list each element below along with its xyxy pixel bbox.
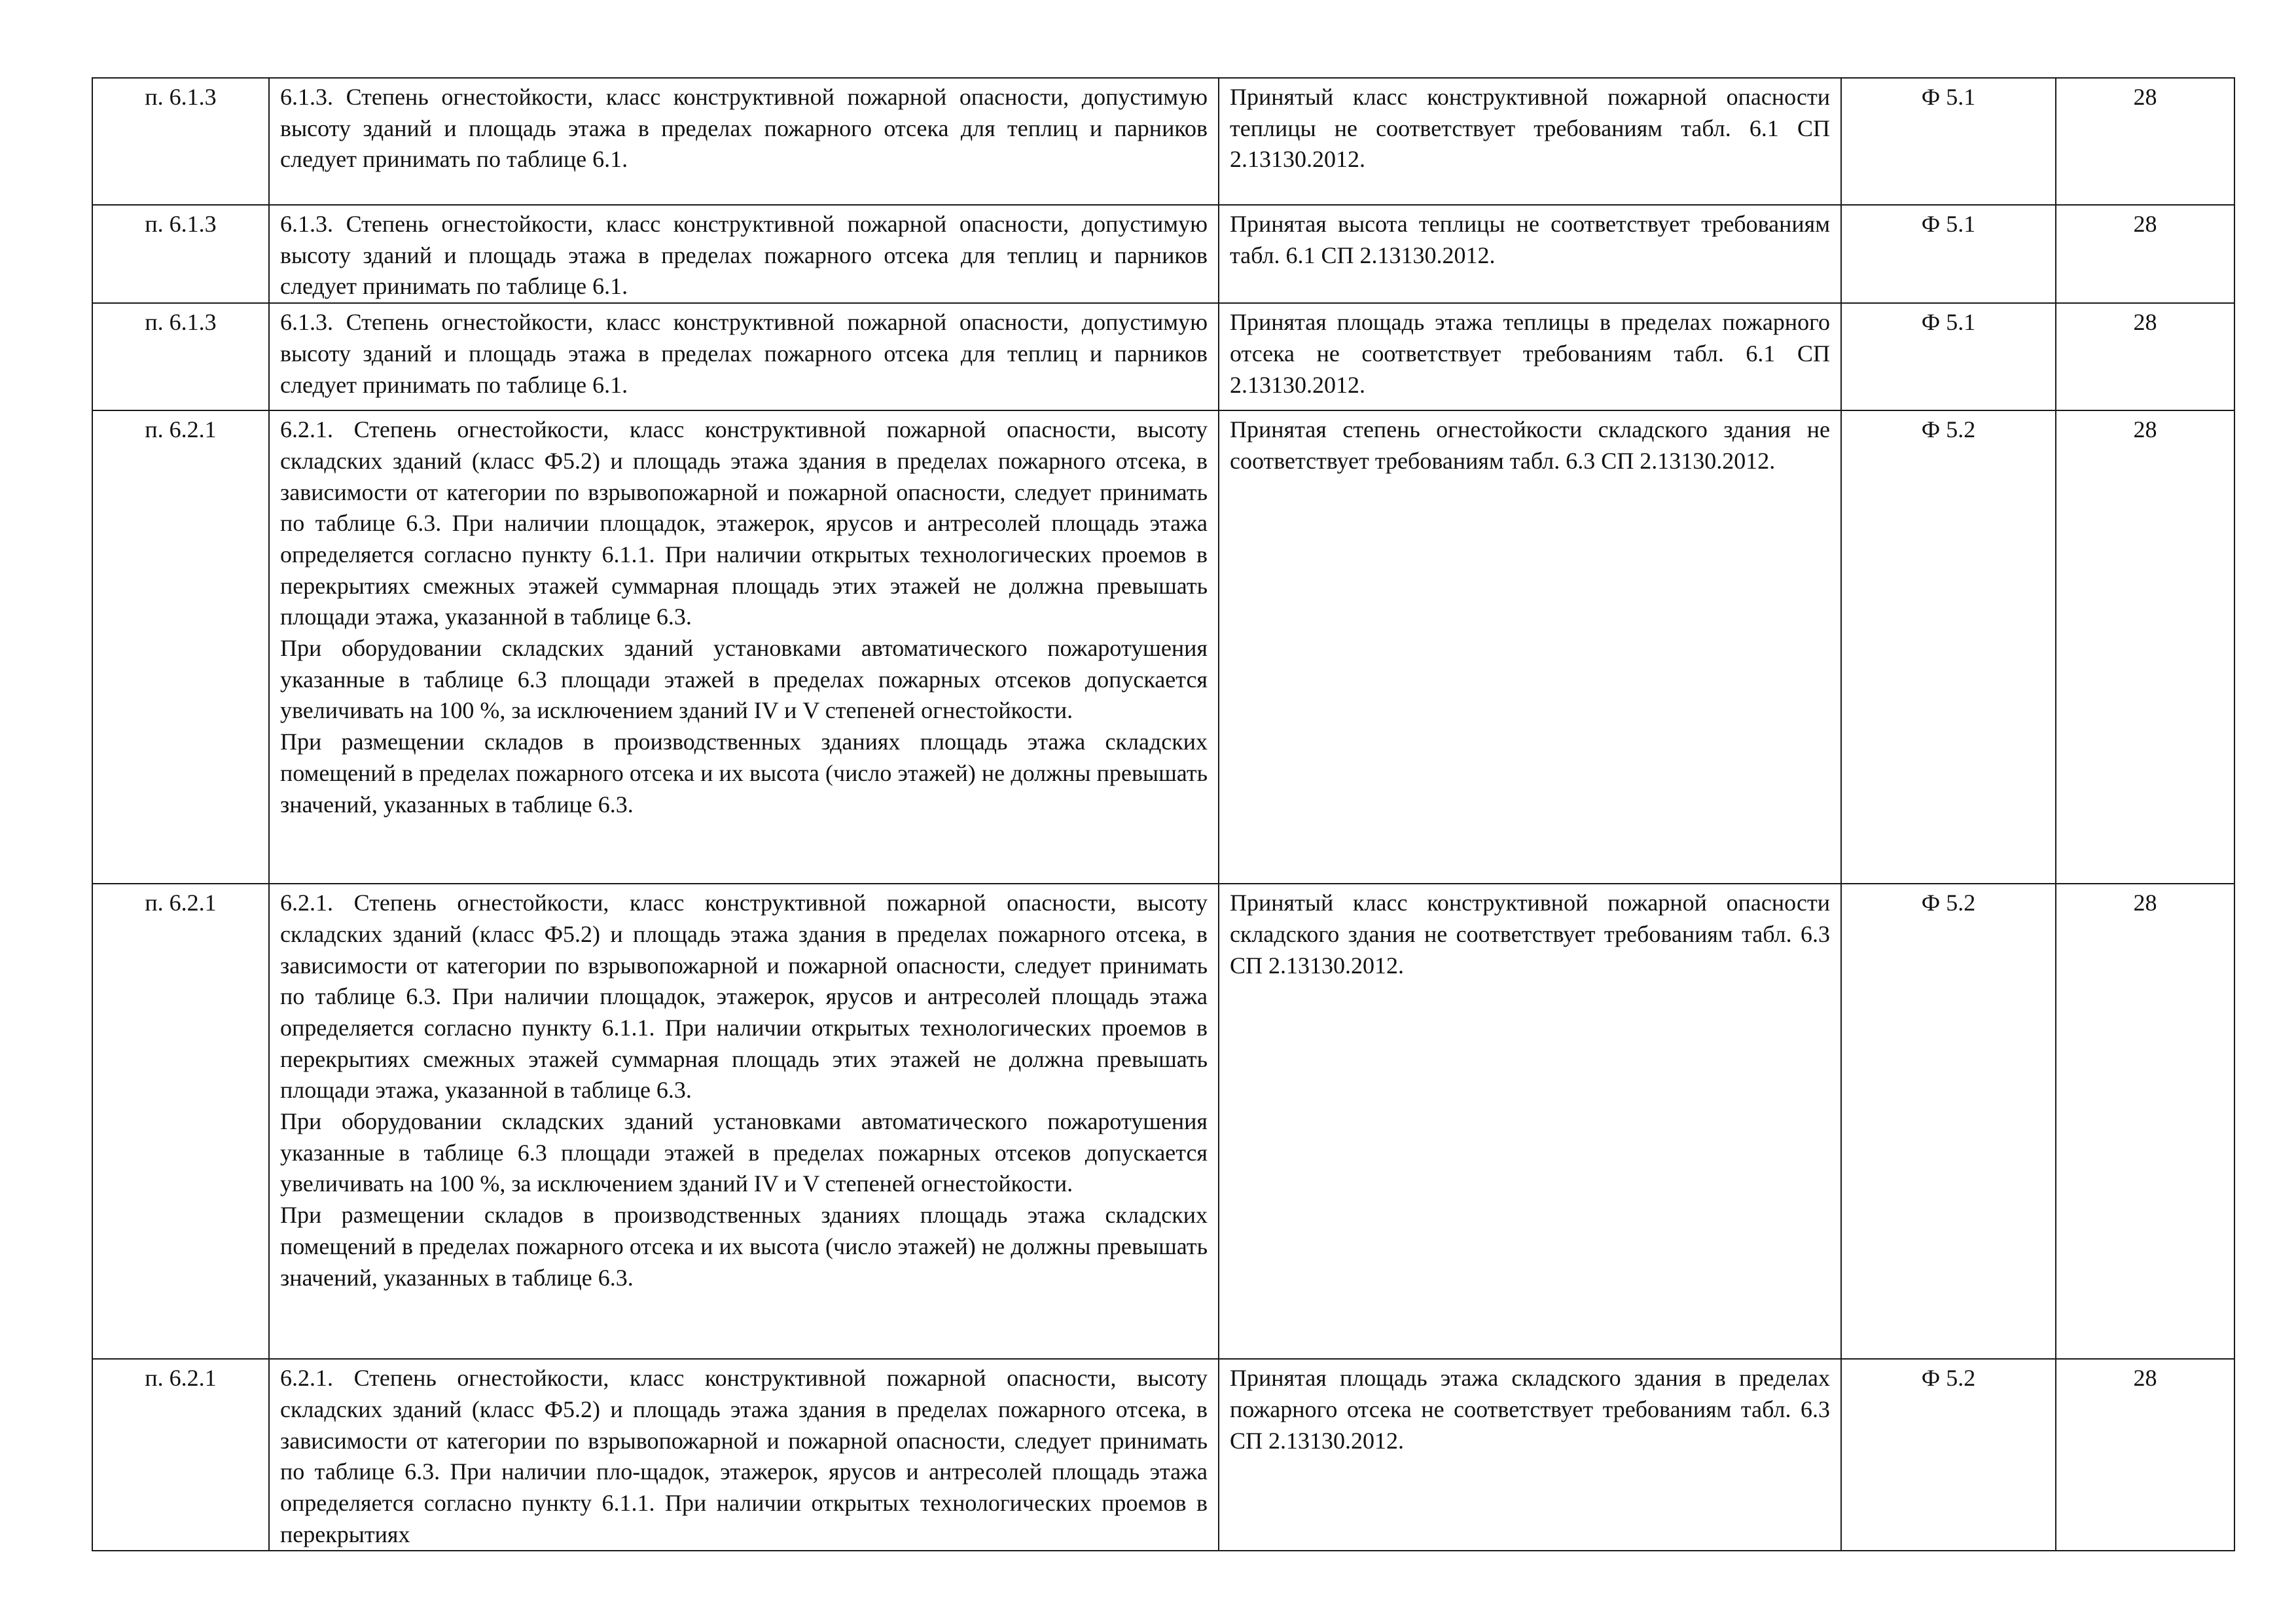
table-row — [92, 205, 2234, 303]
requirement-text — [269, 884, 1219, 1359]
violation-text: Принятая площадь этажа теплицы в пределах пожарного отсека не соответствует требованиям табл. 6.1 СП 2.13130.2012. — [1230, 309, 1830, 398]
violation-text: Принятый класс конструктивной пожарной опасности теплицы не соответствует требованиям табл. 6.1 СП 2.13130.2012. — [1230, 84, 1830, 173]
functional-class: Ф 5.2 — [1841, 1359, 2056, 1551]
violation-description — [1219, 410, 1841, 884]
functional-class: Ф 5.2 — [1841, 884, 2056, 1359]
clause-reference: п. 6.2.1 — [92, 1359, 269, 1551]
functional-class: Ф 5.1 — [1841, 303, 2056, 410]
clause-reference: п. 6.1.3 — [92, 205, 269, 303]
requirement-paragraph: 6.1.3. Степень огнестойкости, класс конструктивной пожарной опасности, допустимую высоту зданий и площадь этажа в пределах пожарного отсека для теплиц и парников следует принимать по таблице 6.1. — [280, 309, 1208, 398]
violation-text: Принятая площадь этажа складского здания в пределах пожарного отсека не соответствует требованиям табл. 6.3 СП 2.13130.2012. — [1230, 1365, 1830, 1454]
law-article: 28 — [2056, 410, 2234, 884]
violation-description — [1219, 884, 1841, 1359]
law-article: 28 — [2056, 78, 2234, 205]
requirement-paragraph: При размещении складов в производственных зданиях площадь этажа складских помещений в пределах пожарного отсека и их высота (число этажей) не должны превышать значений, указанных в таблице 6.3. — [280, 729, 1208, 818]
violation-text: Принятая степень огнестойкости складского здания не соответствует требованиям табл. 6.3 СП 2.13130.2012. — [1230, 416, 1830, 474]
requirement-paragraph: При оборудовании складских зданий установками автоматического пожаротушения указанные в таблице 6.3 площади этажей в пределах пожарных отсеков допускается увеличивать на 100 %, за исключением зданий IV и V степеней огнестойкости. — [280, 635, 1208, 724]
table-row — [92, 303, 2234, 410]
requirement-paragraph: При размещении складов в производственных зданиях площадь этажа складских помещений в пределах пожарного отсека и их высота (число этажей) не должны превышать значений, указанных в таблице 6.3. — [280, 1202, 1208, 1291]
law-article: 28 — [2056, 884, 2234, 1359]
clause-reference: п. 6.2.1 — [92, 410, 269, 884]
law-article: 28 — [2056, 205, 2234, 303]
requirement-text — [269, 303, 1219, 410]
requirement-paragraph: 6.1.3. Степень огнестойкости, класс конструктивной пожарной опасности, допустимую высоту зданий и площадь этажа в пределах пожарного отсека для теплиц и парников следует принимать по таблице 6.1. — [280, 211, 1208, 300]
requirement-text — [269, 410, 1219, 884]
functional-class: Ф 5.1 — [1841, 78, 2056, 205]
requirement-paragraph: 6.2.1. Степень огнестойкости, класс конструктивной пожарной опасности, высоту складских зданий (класс Ф5.2) и площадь этажа здания в пределах пожарного отсека, в зависимости от категории по взрывопожарной и пожарной опасности, следует принимать по таблице 6.3. При наличии площадок, этажерок, ярусов и антресолей площадь этажа определяется согласно пункту 6.1.1. При наличии открытых технологических проемов в перекрытиях смежных этажей суммарная площадь этих этажей не должна превышать площади этажа, указанной в таблице 6.3. — [280, 890, 1208, 1104]
requirement-paragraph: 6.2.1. Степень огнестойкости, класс конструктивной пожарной опасности, высоту складских зданий (класс Ф5.2) и площадь этажа здания в пределах пожарного отсека, в зависимости от категории по взрывопожарной и пожарной опасности, следует принимать по таблице 6.3. При наличии площадок, этажерок, ярусов и антресолей площадь этажа определяется согласно пункту 6.1.1. При наличии открытых технологических проемов в перекрытиях смежных этажей суммарная площадь этих этажей не должна превышать площади этажа, указанной в таблице 6.3. — [280, 416, 1208, 630]
violation-text: Принятая высота теплицы не соответствует требованиям табл. 6.1 СП 2.13130.2012. — [1230, 211, 1830, 268]
violation-text: Принятый класс конструктивной пожарной опасности складского здания не соответствует требованиям табл. 6.3 СП 2.13130.2012. — [1230, 890, 1830, 979]
requirement-text — [269, 78, 1219, 205]
law-article: 28 — [2056, 303, 2234, 410]
clause-reference: п. 6.1.3 — [92, 78, 269, 205]
violation-description — [1219, 1359, 1841, 1551]
requirement-text — [269, 1359, 1219, 1551]
requirements-table — [92, 77, 2235, 1551]
functional-class: Ф 5.1 — [1841, 205, 2056, 303]
clause-reference: п. 6.1.3 — [92, 303, 269, 410]
requirement-paragraph: 6.1.3. Степень огнестойкости, класс конструктивной пожарной опасности, допустимую высоту зданий и площадь этажа в пределах пожарного отсека для теплиц и парников следует принимать по таблице 6.1. — [280, 84, 1208, 173]
violation-description — [1219, 78, 1841, 205]
requirement-paragraph: При оборудовании складских зданий установками автоматического пожаротушения указанные в таблице 6.3 площади этажей в пределах пожарных отсеков допускается увеличивать на 100 %, за исключением зданий IV и V степеней огнестойкости. — [280, 1108, 1208, 1197]
table-row — [92, 78, 2234, 205]
table-row — [92, 884, 2234, 1359]
table-row — [92, 410, 2234, 884]
law-article: 28 — [2056, 1359, 2234, 1551]
violation-description — [1219, 303, 1841, 410]
table-row — [92, 1359, 2234, 1551]
functional-class: Ф 5.2 — [1841, 410, 2056, 884]
violation-description — [1219, 205, 1841, 303]
requirement-paragraph: 6.2.1. Степень огнестойкости, класс конструктивной пожарной опасности, высоту складских зданий (класс Ф5.2) и площадь этажа здания в пределах пожарного отсека, в зависимости от категории по взрывопожарной и пожарной опасности, следует принимать по таблице 6.3. При наличии пло-щадок, этажерок, ярусов и антресолей площадь этажа определяется согласно пункту 6.1.1. При наличии открытых технологических проемов в перекрытиях — [280, 1365, 1208, 1547]
clause-reference: п. 6.2.1 — [92, 884, 269, 1359]
requirement-text — [269, 205, 1219, 303]
